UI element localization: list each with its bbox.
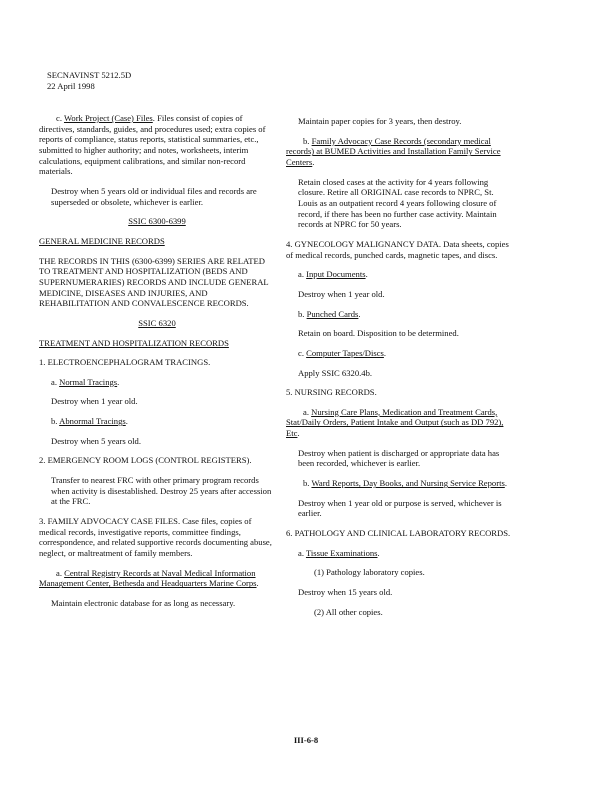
item-2-disposition: Transfer to nearest FRC with other primary program records when activity is disestablished. Destroy 25 years after accession at the FRC.: [51, 475, 272, 507]
left-column: [39, 113, 275, 618]
item-4: 4. GYNECOLOGY MALIGNANCY DATA. Data sheets, copies of medical records, punched cards, magnetic tapes, and discs.: [286, 238, 509, 260]
item-4a: a. Input Documents.: [298, 269, 368, 280]
item-4a-disposition: Destroy when 1 year old.: [298, 288, 385, 299]
item-5: 5. NURSING RECORDS.: [286, 387, 377, 398]
item-1: 1. ELECTROENCEPHALOGRAM TRACINGS.: [39, 357, 211, 368]
item-5a-disposition: Destroy when patient is discharged or appropriate data has been recorded, whichever is earlier.: [298, 447, 500, 469]
item-6: 6. PATHOLOGY AND CLINICAL LABORATORY RECORDS.: [286, 528, 511, 539]
item-4b-disposition: Retain on board. Disposition to be determined.: [298, 328, 459, 339]
paragraph-c: c. Work Project (Case) Files. Files consist of copies of directives, standards, guides, and procedures used; extra copies of reports of compliance, status reports, statistical summaries, etc., submitted to higher authority; and notes, worksheets, interim calculations, equipment calibrations, and similar non-record materials.: [39, 113, 266, 177]
item-6a1-disposition: Destroy when 15 years old.: [298, 587, 393, 598]
item-5b-disposition: Destroy when 1 year old or purpose is served, whichever is earlier.: [298, 497, 502, 519]
item-4c-disposition: Apply SSIC 6320.4b.: [298, 367, 373, 378]
ssic-6320-heading: SSIC 6320: [138, 317, 176, 328]
item-1b: b. Abnormal Tracings.: [51, 416, 128, 427]
instruction-number: SECNAVINST 5212.5D: [47, 70, 132, 80]
ssic-6300-heading: SSIC 6300-6399: [128, 216, 186, 227]
item-3: 3. FAMILY ADVOCACY CASE FILES. Case files, copies of medical records, investigative reports, committee findings, correspondence, and related supportive records documenting abuse, neglect, or maltreatment of family members.: [39, 516, 272, 559]
item-5b: b. Ward Reports, Day Books, and Nursing Service Reports.: [303, 478, 507, 489]
item-3b-disposition: Retain closed cases at the activity for 4 years following closure. Retire all ORIGINAL case records to NPRC, St. Louis as an outpatient record 4 years following closure of record, if there has been no further case activity. Maintain records at NPRC for 50 years.: [298, 176, 497, 230]
general-medicine-heading: GENERAL MEDICINE RECORDS: [39, 235, 165, 246]
treatment-hospitalization-heading: TREATMENT AND HOSPITALIZATION RECORDS: [39, 337, 229, 348]
page-number: III-6-8: [293, 735, 319, 745]
item-3b: b. Family Advocacy Case Records (secondary medical records) at BUMED Activities and Installation Family Service Centers.: [286, 135, 501, 167]
paragraph-c-disposition: Destroy when 5 years old or individual files and records are superseded or obsolete, whichever is earlier.: [51, 185, 257, 207]
item-3a-continuation: Maintain paper copies for 3 years, then destroy.: [298, 116, 462, 126]
item-1a: a. Normal Tracings.: [51, 376, 120, 387]
item-6a2: (2) All other copies.: [314, 606, 383, 617]
item-4b: b. Punched Cards.: [298, 308, 361, 319]
document-header: [47, 70, 131, 92]
item-3a-disposition: Maintain electronic database for as long as necessary.: [51, 598, 236, 608]
item-1a-disposition: Destroy when 1 year old.: [51, 396, 138, 407]
item-5a: a. Nursing Care Plans, Medication and Treatment Cards, Stat/Daily Orders, Patient Intake and Output (such as DD 792), Etc.: [286, 406, 504, 439]
general-medicine-text: THE RECORDS IN THIS (6300-6399) SERIES ARE RELATED TO TREATMENT AND HOSPITALIZATION (BEDS AND SUPERNUMERARIES) RECORDS AND INCLUDE GENERAL MEDICINE, DISEASES AND INJURIES, AND REHABILITATION AND CONVALESCENCE RECORDS.: [39, 255, 269, 309]
work-project-title: Work Project (Case) Files: [63, 113, 153, 123]
item-3a: a. Central Registry Records at Naval Medical Information Management Center, Bethesda and Headquarters Marine Corps.: [39, 567, 259, 589]
item-6a1: (1) Pathology laboratory copies.: [314, 567, 425, 578]
item-2: 2. EMERGENCY ROOM LOGS (CONTROL REGISTERS).: [39, 455, 252, 466]
instruction-date: 22 April 1998: [47, 81, 95, 92]
item-1b-disposition: Destroy when 5 years old.: [51, 435, 141, 446]
right-column: [286, 116, 511, 626]
item-4c: c. Computer Tapes/Discs.: [298, 347, 387, 358]
item-6a: a. Tissue Examinations.: [298, 547, 380, 558]
